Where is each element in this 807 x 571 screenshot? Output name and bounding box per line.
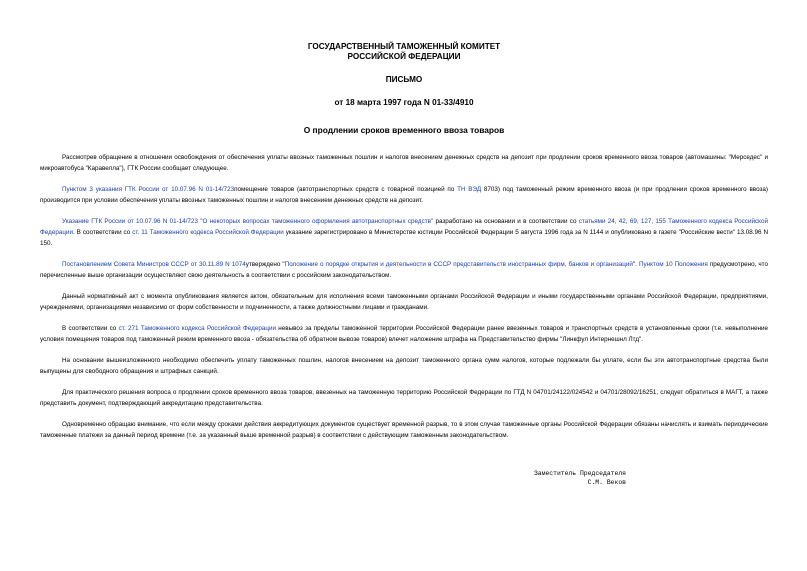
paragraph-text: разработано на основании и в соответствии со	[433, 218, 579, 225]
link-council-resolution[interactable]: Постановлением Совета Министров СССР от 30.11.89 N 1074	[62, 261, 246, 269]
link-instruction-gtk[interactable]: Указание ГТК России от 10.07.96 N 01-14/723 "О некоторых вопросах таможенного оформления автотранспортных средств"	[62, 218, 434, 225]
paragraph-text: . В соответствии со	[72, 229, 133, 237]
link-regulation[interactable]: Положение о порядке открытия и деятельности в СССР представительств иностранных фирм, банков и организаций	[284, 261, 633, 269]
link-customs-code-art-271[interactable]: ст. 271 Таможенного кодекса Российской Федерации	[118, 325, 276, 333]
paragraph-6	[40, 323, 768, 345]
issuer-name-line1: ГОСУДАРСТВЕННЫЙ ТАМОЖЕННЫЙ КОМИТЕТ	[307, 42, 501, 51]
paragraph-9: Одновременно обращаю внимание, что если между сроками действия аккредитующих документов существует временной разрыв, то в этом случае таможенные органы Российской Федерации обязаны начислять и взимать периодические таможенные платежи за данный период времени (т.е. за указанный выше временной разрыв) в соответствии с действующим таможенным законодательством.	[40, 421, 768, 440]
paragraph-text: ".	[632, 261, 639, 269]
issuer-name-line2: РОССИЙСКОЙ ФЕДЕРАЦИИ	[347, 52, 461, 61]
paragraph-text: В соответствии со	[62, 325, 119, 333]
paragraph-text: утверждено "	[245, 261, 285, 269]
paragraph-5: Данный нормативный акт с момента опубликования является актом, обязательным для исполнения всеми таможенными органами Российской Федерации и иными государственными органами Российской Федерации, предприятиями, учреждениями, организациями независимо от форм собственности и подчиненности, а также должностными лицами и гражданами.	[40, 293, 768, 312]
document-date-number: от 18 марта 1997 года N 01-33/4910	[334, 98, 474, 107]
link-customs-code-art-11[interactable]: ст. 11 Таможенного кодекса Российской Федерации	[132, 229, 284, 237]
paragraph-3	[40, 216, 768, 250]
paragraph-text: 8703) под таможенный режим временного ввоза (и при продлении сроков временного ввоза) производится при условии обеспечения уплаты ввозных таможенных пошлин и налогов внесением денежных средств на депозит.	[40, 186, 769, 205]
signature-block	[522, 469, 626, 487]
signatory-name: С.М. Веков	[587, 479, 626, 486]
link-tn-ved[interactable]: ТН ВЭД	[457, 186, 482, 193]
document-body	[40, 152, 768, 442]
paragraph-8: Для практического решения вопроса о продлении сроков временного ввоза товаров, ввезенных на таможенную территорию Российской Федерации по ГТД N 04701/24122/024542 и 04701/28092/16251, следует обратиться в МАГТ, а также представить документ, подтверждающий аккредитацию представительства.	[40, 389, 768, 408]
paragraph-text: предусмотрено, что перечисленные выше организации осуществляют свою деятельность в соответствии с российским законодательством.	[40, 261, 769, 280]
link-instruction-point-3[interactable]: Пунктом 3 указания ГТК России от 10.07.96 N 01-14/723	[62, 186, 235, 193]
paragraph-text: указание зарегистрировано в Министерстве юстиции Российской Федерации 5 августа 1996 года за N 1144 и опубликовано в газете "Российские вести" 13.08.96 N 150.	[40, 229, 768, 248]
paragraph-4	[40, 259, 768, 281]
paragraph-text: помещение товаров (автотранспортных средств с товарной позицией по	[234, 186, 458, 193]
paragraph-text: невывоз за пределы таможенной территории Российской Федерации ранее ввезенных товаров и транспортных средств в установленные сроки (т.е. невыполнение условия помещения товаров под таможенный режим временного ввоза - обязательства об обратном вывозе товаров) влечет наложение штрафа на Представительство фирмы "Линкфул Интернешнл Лтд".	[40, 325, 769, 344]
paragraph-2	[40, 184, 768, 206]
document-type: ПИСЬМО	[385, 75, 423, 84]
paragraph-1: Рассмотрев обращение в отношении освобождения от обеспечения уплаты ввозных таможенных пошлин и налогов внесением денежных средств на депозит при продлении сроков временного ввоза товаров (автомашины: "Мерседес" и микроавтобуса "Каравелла"), ГТК России сообщает следующее.	[40, 154, 768, 173]
document-subject: О продлении сроков временного ввоза товаров	[303, 125, 505, 135]
document	[40, 42, 768, 451]
link-customs-code-articles[interactable]: статьями 24, 42, 69, 127, 155 Таможенного кодекса Российской Федерации	[40, 218, 768, 237]
paragraph-7: На основании вышеизложенного необходимо обеспечить уплату таможенных пошлин, налогов внесением на депозит таможенного органа сумм налогов, которые подлежали бы уплате, если бы эти автотранспортные средства были выпущены для свободного обращения и штрафных санкций.	[40, 357, 768, 376]
signatory-title: Заместитель Председателя	[533, 470, 626, 477]
link-regulation-point-10[interactable]: Пунктом 10 Положения	[638, 261, 708, 269]
